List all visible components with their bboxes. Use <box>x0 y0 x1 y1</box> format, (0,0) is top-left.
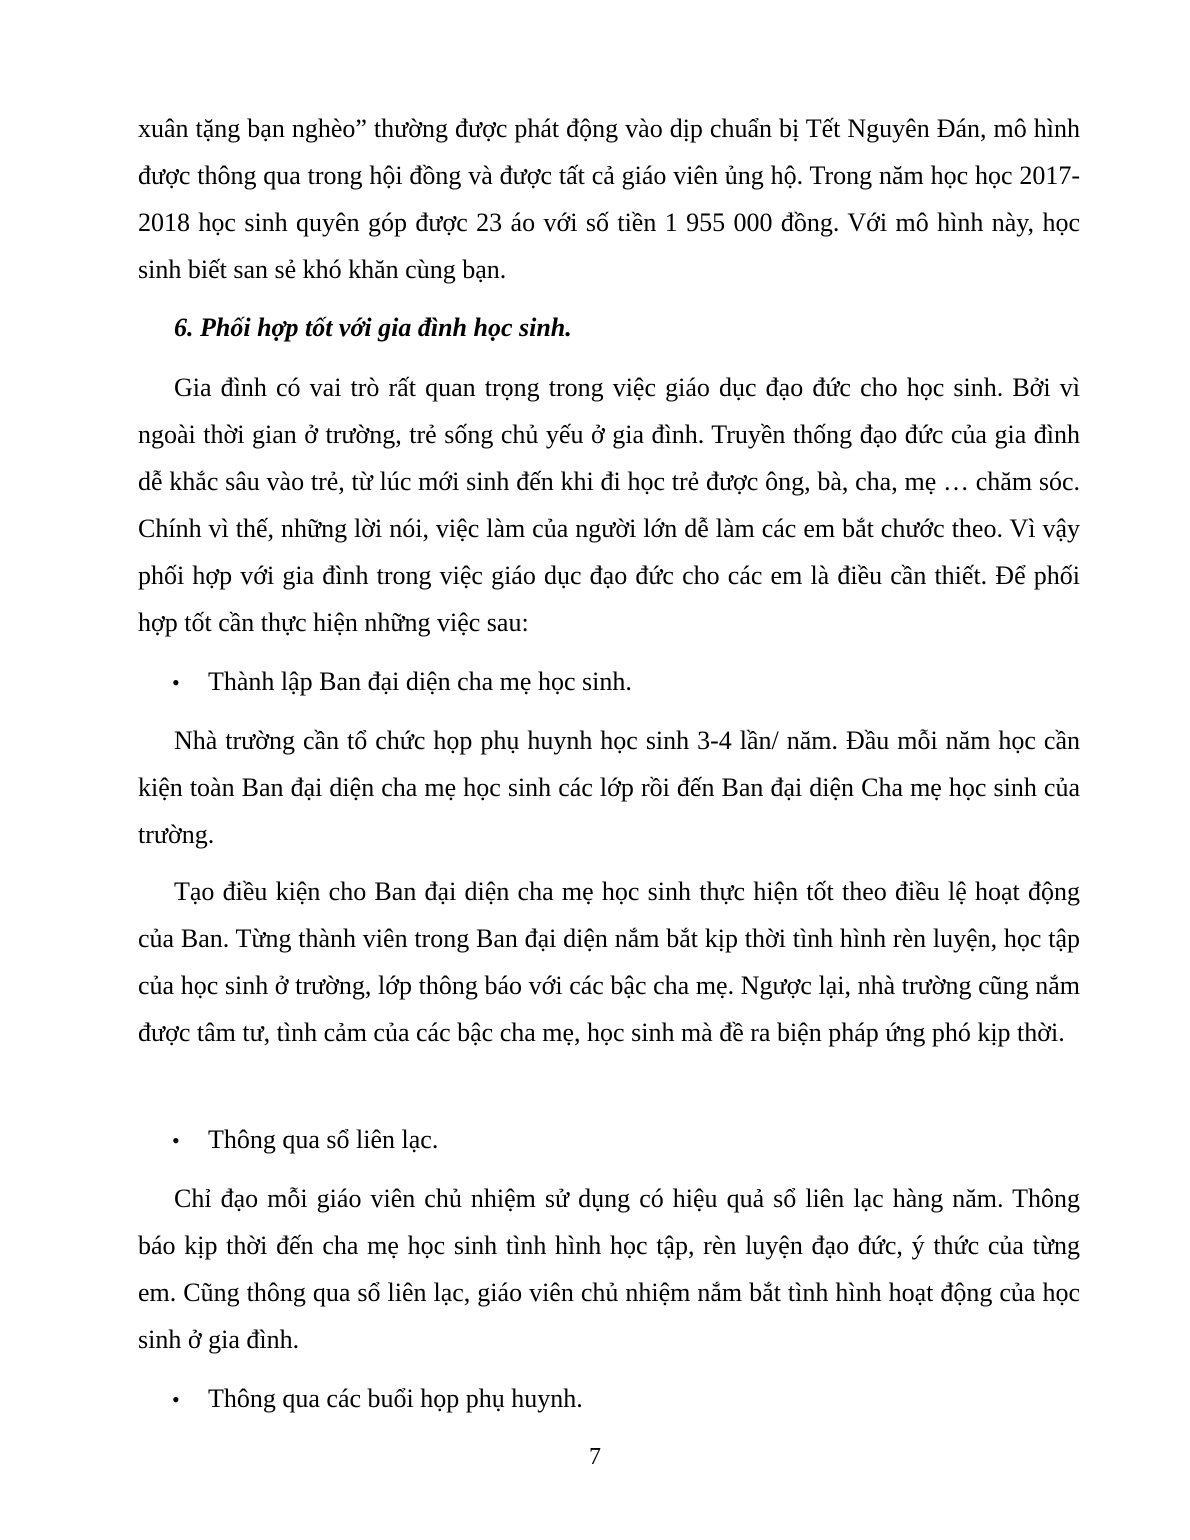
bullet-icon: • <box>172 1387 180 1412</box>
bullet-item <box>172 1116 438 1164</box>
section-heading: 6. Phối hợp tốt với gia đình học sinh. <box>174 313 572 342</box>
paragraph-family-role: Gia đình có vai trò rất quan trọng trong việc giáo dục đạo đức cho học sinh. Bởi vì ngoài thời gian ở trường, trẻ sống chủ yếu ở gia đình. Truyền thống đạo đức của gia đình dễ khắc sâu vào trẻ, từ lúc mới sinh đến khi đi học trẻ được ông, bà, cha, mẹ … chăm sóc. Chính vì thế, những lời nói, việc làm của người lớn dễ làm các em bắt chước theo. Vì vậy phối hợp với gia đình trong việc giáo dục đạo đức cho các em là điều cần thiết. Để phối hợp tốt cần thực hiện những việc sau: <box>138 373 1080 637</box>
paragraph-continuation: xuân tặng bạn nghèo” thường được phát động vào dịp chuẩn bị Tết Nguyên Đán, mô hình được thông qua trong hội đồng và được tất cả giáo viên ủng hộ. Trong năm học học 2017-2018 học sinh quyên góp được 23 áo với số tiền 1 955 000 đồng. Với mô hình này, học sinh biết san sẻ khó khăn cùng bạn. <box>138 114 1080 284</box>
bullet-icon: • <box>172 670 180 695</box>
bullet-item <box>172 1375 583 1423</box>
paragraph-contact-book: Chỉ đạo mỗi giáo viên chủ nhiệm sử dụng có hiệu quả sổ liên lạc hàng năm. Thông báo kịp thời đến cha mẹ học sinh tình hình học tập, rèn luyện đạo đức, ý thức của từng em. Cũng thông qua sổ liên lạc, giáo viên chủ nhiệm nắm bắt tình hình hoạt động của học sinh ở gia đình. <box>138 1184 1080 1354</box>
bullet-text: Thông qua sổ liên lạc. <box>208 1125 439 1154</box>
bullet-text: Thành lập Ban đại diện cha mẹ học sinh. <box>208 667 632 696</box>
page-number: 7 <box>589 1444 601 1470</box>
bullet-text: Thông qua các buổi họp phụ huynh. <box>208 1384 583 1413</box>
bullet-icon: • <box>172 1128 180 1153</box>
bullet-item <box>172 658 632 706</box>
paragraph-representative-board: Tạo điều kiện cho Ban đại diện cha mẹ học sinh thực hiện tốt theo điều lệ hoạt động của Ban. Từng thành viên trong Ban đại diện nắm bắt kịp thời tình hình rèn luyện, học tập của học sinh ở trường, lớp thông báo với các bậc cha mẹ. Ngược lại, nhà trường cũng nắm được tâm tư, tình cảm của các bậc cha mẹ, học sinh mà đề ra biện pháp ứng phó kịp thời. <box>138 877 1080 1047</box>
paragraph-parent-meetings: Nhà trường cần tổ chức họp phụ huynh học sinh 3-4 lần/ năm. Đầu mỗi năm học cần kiện toàn Ban đại diện cha mẹ học sinh các lớp rồi đến Ban đại diện Cha mẹ học sinh của trường. <box>138 726 1080 849</box>
